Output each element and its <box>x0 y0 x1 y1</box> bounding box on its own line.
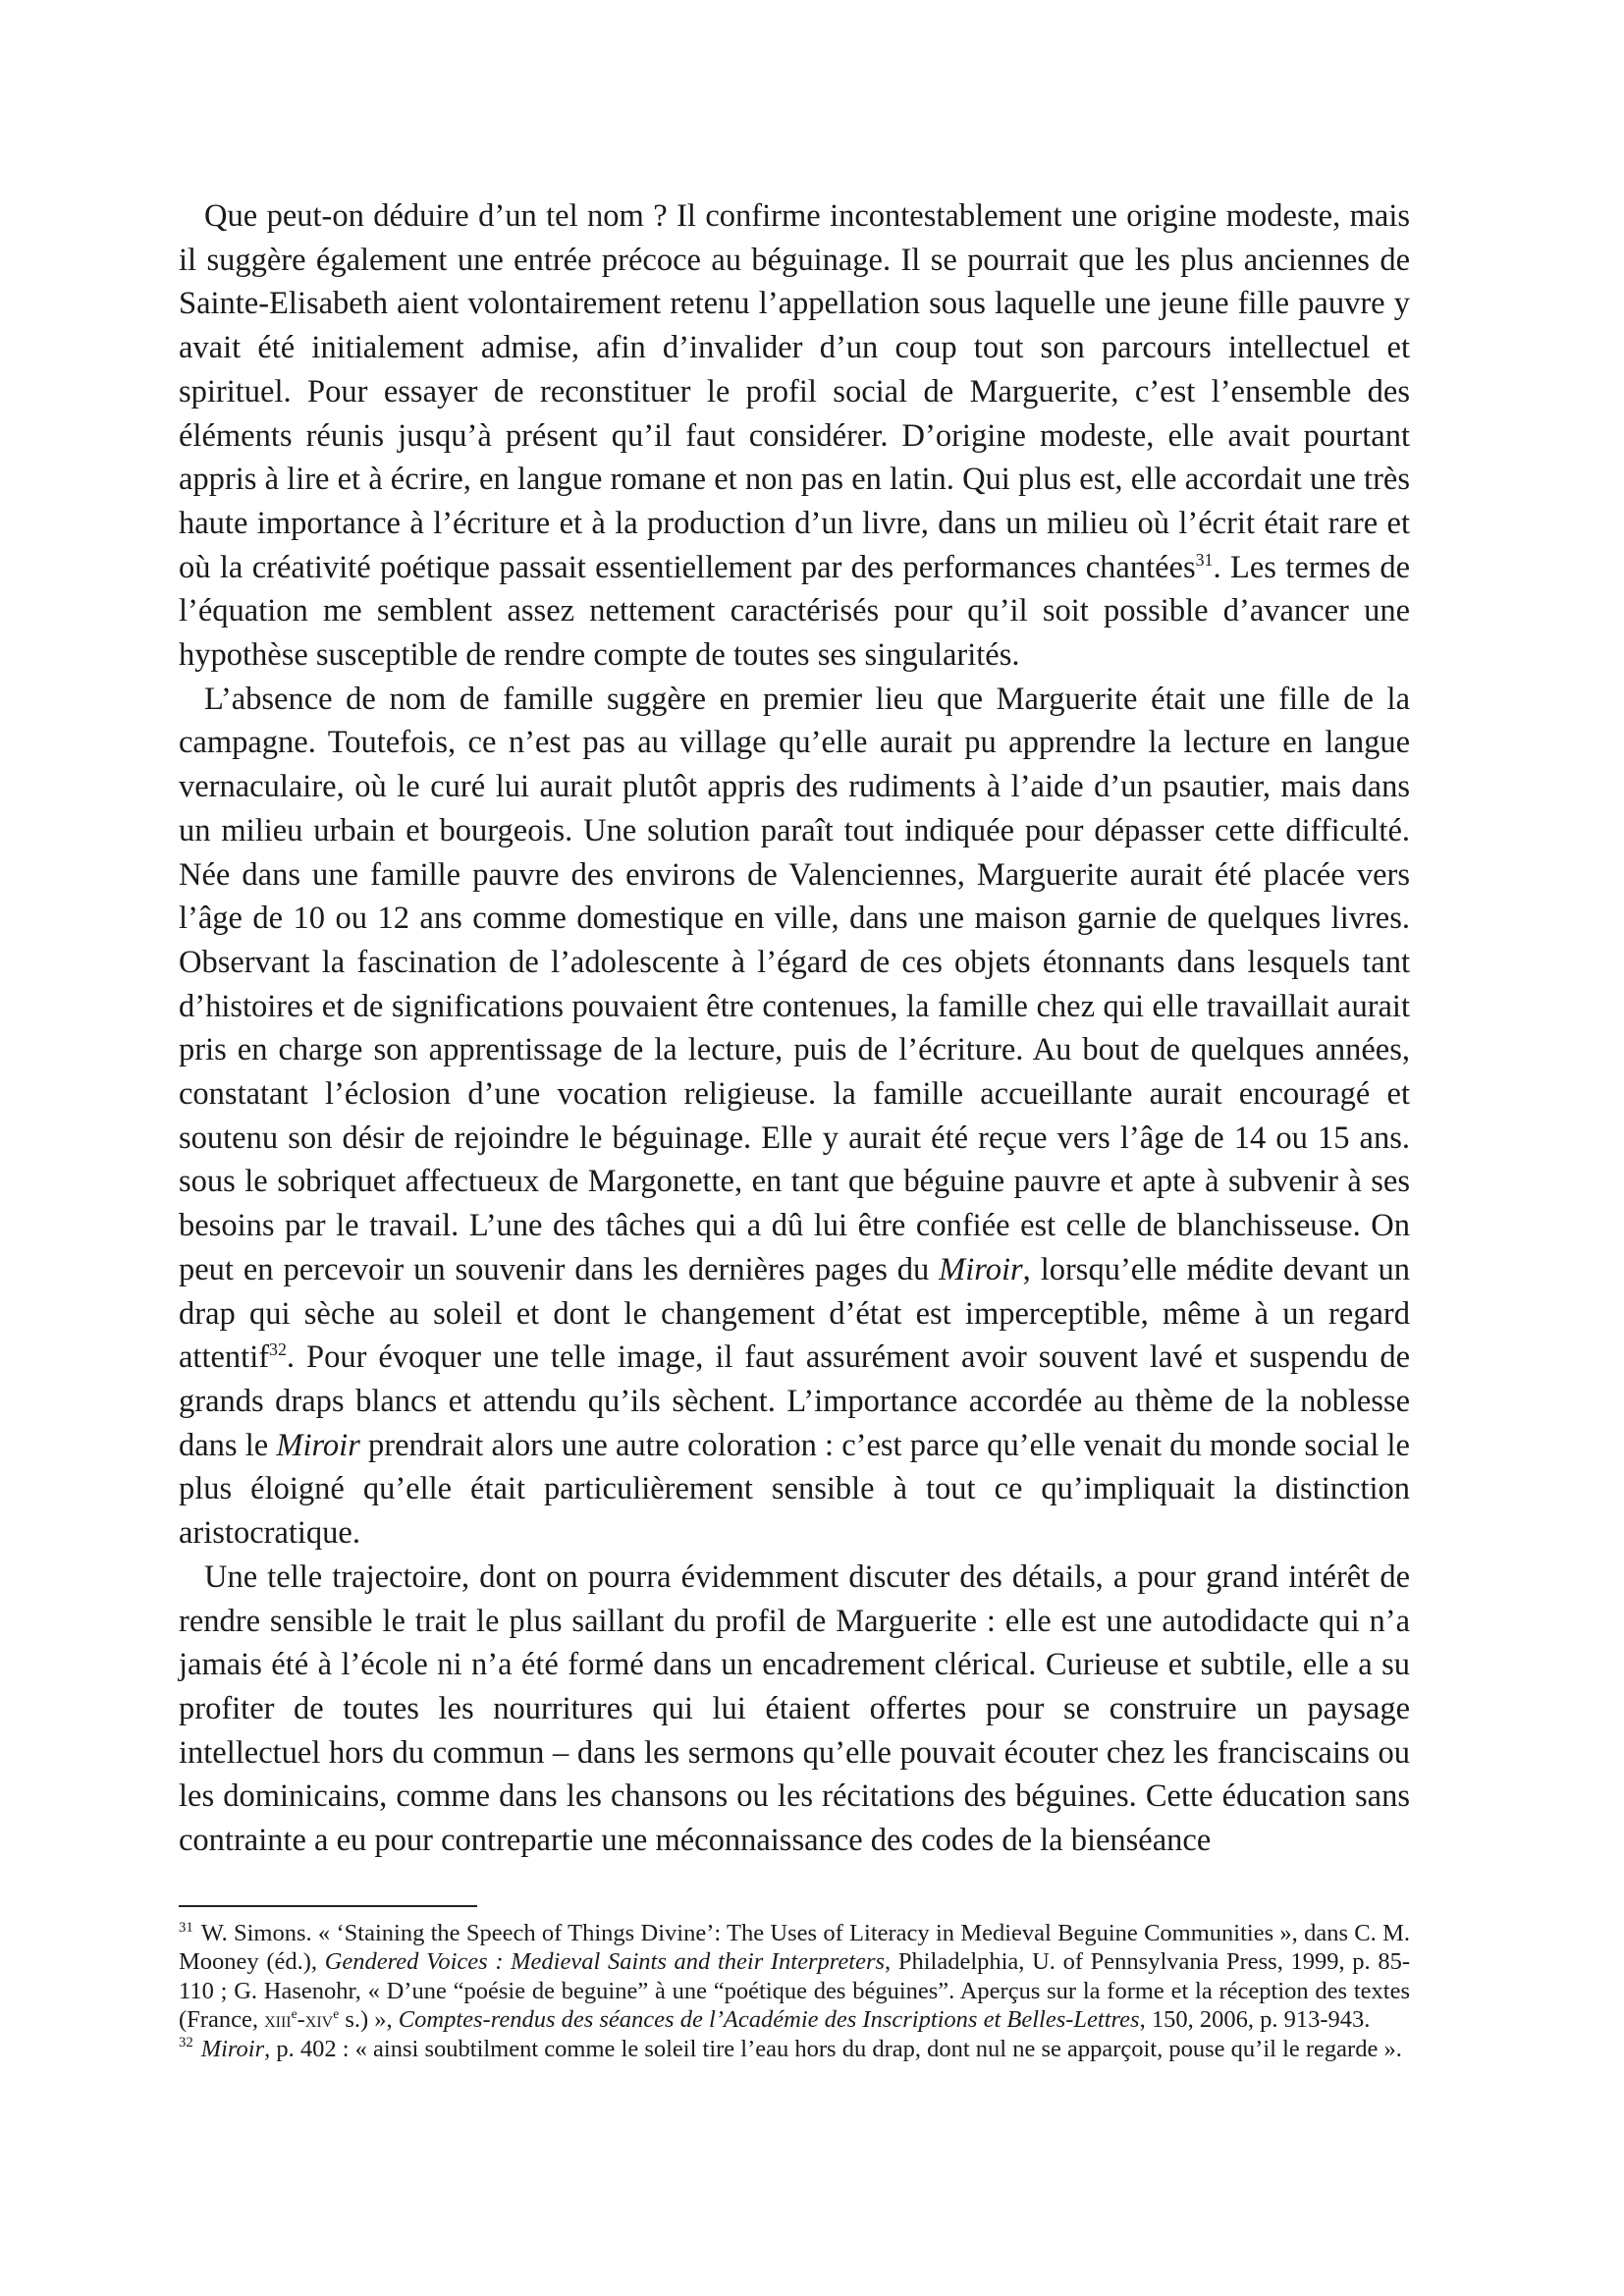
document-page <box>179 194 1410 2062</box>
work-title: Comptes-rendus des séances de l’Académie des Inscriptions et Belles-Lettres <box>398 2006 1140 2034</box>
paragraph-text: . Pour évoquer une telle image, il faut assurément avoir souvent lavé et suspendu de grands draps blancs et attendu qu’ils sèchent. L’importance accordée au thème de la noblesse dans le <box>179 1339 1410 1463</box>
work-title: Miroir <box>200 2035 265 2062</box>
paragraph-text: Que peut-on déduire d’un tel nom ? Il confirme incontestablement une origine modeste, mais il suggère également une entrée précoce au béguinage. Il se pourrait que les plus anciennes de Sainte-Elisabeth aient volontairement retenu l’appellation sous laquelle une jeune fille pauvre y avait été initialement admise, afin d’invalider d’un coup tout son parcours intellectuel et spirituel. Pour essayer de reconstituer le profil social de Marguerite, c’est l’ensemble des éléments réunis jusqu’à présent qu’il faut considérer. D’origine modeste, elle avait pourtant appris à lire et à écrire, en langue romane et non pas en latin. Qui plus est, elle accordait une très haute importance à l’écriture et à la production d’un livre, dans un milieu où l’écrit était rare et où la créativité poétique passait essentiellement par des performances chantées <box>179 198 1410 585</box>
ordinal-suffix: e <box>291 2006 298 2022</box>
footnote-text: , Philadelphia, U. of Pennsylvania Press, 1999, p. 85-110 ; G. Hasenohr, « D’une “poésie de beguine” à une “poétique des béguines”. Aperçus sur la forme et la réception des textes (France, <box>179 1948 1410 2034</box>
footnote-text: W. Simons. « ‘Staining the Speech of Things Divine’: The Uses of Literacy in Medieval Beguine Communities », dans C. M. Mooney (éd.), <box>179 1920 1410 1976</box>
century-numeral: xiv <box>304 2007 334 2033</box>
paragraph-text: Une telle trajectoire, dont on pourra évidemment discuter des détails, a pour grand intérêt de rendre sensible le trait le plus saillant du profil de Marguerite : elle est une autodidacte qui n’a jamais été à l’école ni n’a été formé dans un encadrement clérical. Curieuse et subtile, elle a su profiter de toutes les nourritures qui lui étaient offertes pour se construire un paysage intellectuel hors du commun – dans les sermons qu’elle pouvait écouter chez les franciscains ou les dominicains, comme dans les chansons ou les récitations des béguines. Cette éducation sans contrainte a eu pour contrepartie une méconnaissance des codes de la bienséance <box>179 1558 1410 1859</box>
work-title: Miroir <box>939 1251 1023 1287</box>
footnote-ref-31: 31 <box>1195 549 1214 570</box>
footnote-number: 32 <box>179 2035 193 2051</box>
paragraph-text: L’absence de nom de famille suggère en premier lieu que Marguerite était une fille de la campagne. Toutefois, ce n’est pas au village qu’elle aurait pu apprendre la lecture en langue vernaculaire, où le curé lui aurait plutôt appris des rudiments à l’aide d’un psautier, mais dans un milieu urbain et bourgeois. Une solution paraît tout indiquée pour dépasser cette difficulté. Née dans une famille pauvre des environs de Valenciennes, Marguerite aurait été placée vers l’âge de 10 ou 12 ans comme domestique en ville, dans une maison garnie de quelques livres. Observant la fascination de l’adolescente à l’égard de ces objets étonnants dans lesquels tant d’histoires et de significations pouvaient être contenues, la famille chez qui elle travaillait aurait pris en charge son apprentissage de la lecture, puis de l’écriture. Au bout de quelques années, constatant l’éclosion d’une vocation religieuse. la famille accueillante aurait encouragé et soutenu son désir de rejoindre le béguinage. Elle y aurait été reçue vers l’âge de 14 ou 15 ans. sous le sobriquet affectueux de Margonette, en tant que béguine pauvre et apte à subvenir à ses besoins par le travail. L’une des tâches qui a dû lui être confiée est celle de blanchisseuse. On peut en percevoir un souvenir dans les dernières pages du <box>179 681 1410 1287</box>
footnote-text: - <box>297 2006 305 2034</box>
footnotes <box>179 1919 1410 2063</box>
paragraph-text: . Les termes de l’équation me semblent assez nettement caractérisés pour qu’il soit possible d’avancer une hypothèse susceptible de rendre compte de toutes ses singularités. <box>179 549 1410 674</box>
paragraph-text: prendrait alors une autre coloration : c’est parce qu’elle venait du monde social le plus éloigné qu’elle était particulièrement sensible à tout ce qu’impliquait la distinction aristocratique. <box>179 1427 1410 1552</box>
footnote-separator <box>179 1905 477 1907</box>
work-title: Miroir <box>276 1427 360 1463</box>
century-numeral: xiii <box>264 2007 292 2033</box>
paragraph-text: , lorsqu’elle médite devant un drap qui sèche au soleil et dont le changement d’état est imperceptible, même à un regard attentif <box>179 1251 1410 1376</box>
footnote-text: s.) », <box>339 2006 399 2034</box>
footnote-number: 31 <box>179 1919 193 1936</box>
body-text <box>179 194 1410 1863</box>
footnote-31 <box>179 1919 1410 2035</box>
paragraph-1 <box>179 194 1410 678</box>
paragraph-2 <box>179 678 1410 1556</box>
footnote-ref-32: 32 <box>269 1339 287 1360</box>
footnote-text: , p. 402 : « ainsi soubtilment comme le soleil tire l’eau hors du drap, dont nul ne se apparçoit, pouse qu’il le regarde ». <box>264 2035 1402 2062</box>
footnote-text: , 150, 2006, p. 913-943. <box>1139 2006 1371 2034</box>
paragraph-3 <box>179 1556 1410 1863</box>
ordinal-suffix: e <box>333 2006 340 2022</box>
work-title: Gendered Voices : Medieval Saints and their Interpreters <box>324 1948 886 1976</box>
footnote-32 <box>179 2035 1410 2063</box>
